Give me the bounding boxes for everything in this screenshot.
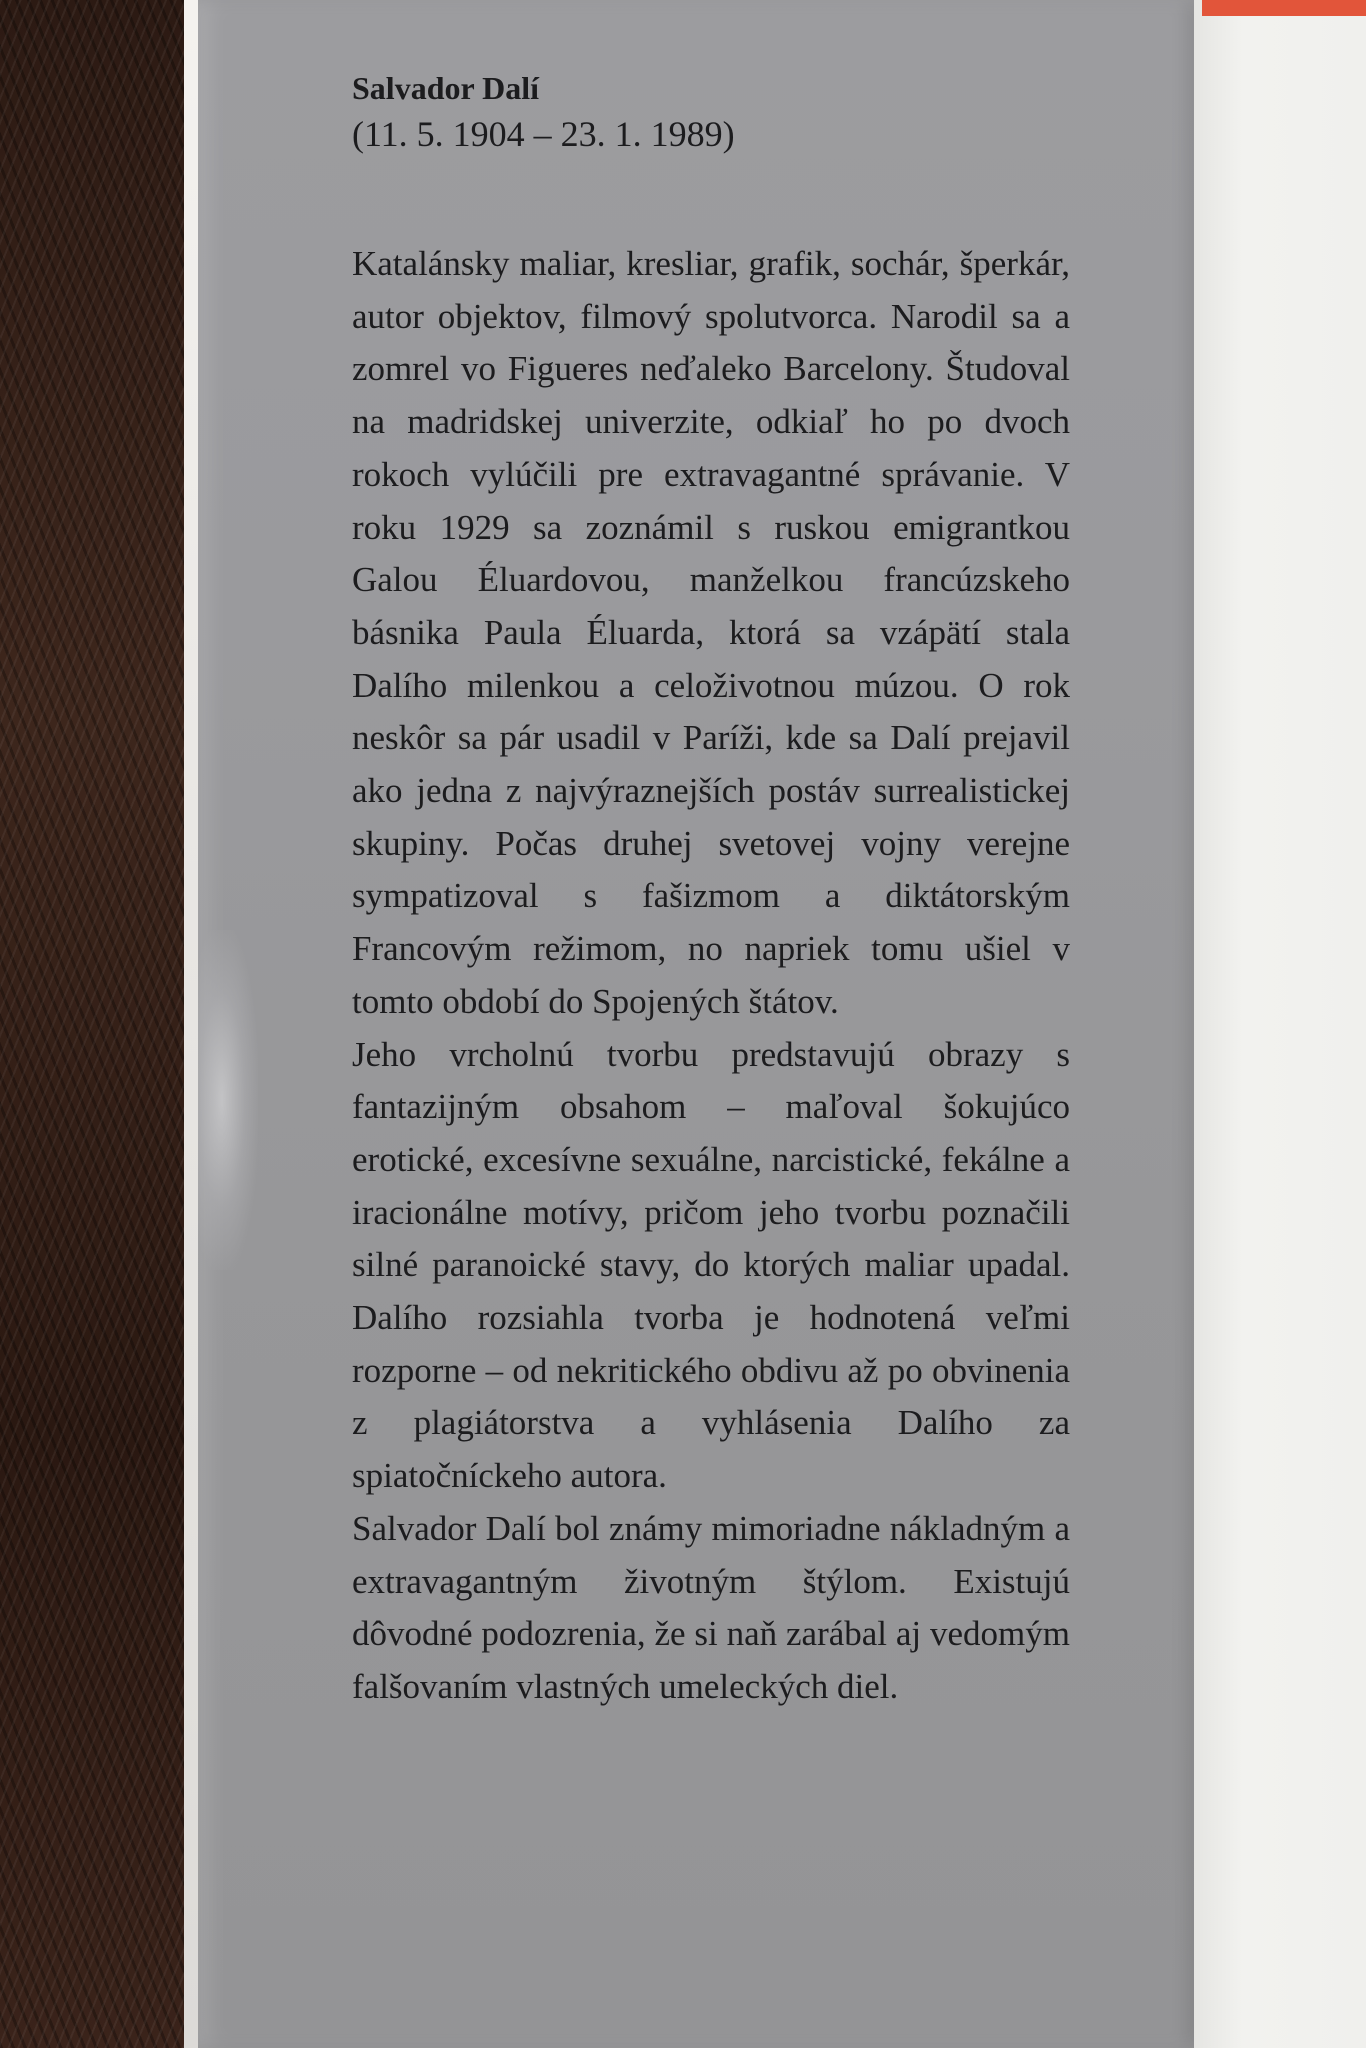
book-flap-panel	[198, 0, 1194, 2048]
adjacent-page	[1190, 0, 1366, 2048]
worn-edge-mark	[198, 930, 258, 1270]
author-name: Salvador Dalí	[352, 70, 539, 106]
biography-text	[352, 238, 1070, 1714]
orange-cover-edge	[1202, 0, 1366, 16]
author-bio-block	[352, 68, 1070, 1714]
bio-paragraph-2: Jeho vrcholnú tvorbu predstavujú obrazy s fantazijným obsahom – maľoval šokujúco erotické, excesívne sexuálne, narcistické, fekálne a iracionálne motívy, pričom jeho tvorbu poznačili silné paranoické stavy, do ktorých maliar upadal. Dalího rozsiahla tvorba je hodnotená veľmi rozporne – od nekritického obdivu až po obvinenia z plagiátorstva a vyhlásenia Dalího za spiatočníckeho autora.	[352, 1034, 1070, 1496]
bio-paragraph-3: Salvador Dalí bol známy mimoriadne nákladným a extravagantným životným štýlom. Existujú dôvodné podozrenia, že si naň zarábal aj vedomým falšovaním vlastných umeleckých diel.	[352, 1508, 1070, 1706]
bio-paragraph-1: Katalánsky maliar, kresliar, grafik, sochár, šperkár, autor objektov, filmový spolutvorca. Narodil sa a zomrel vo Figueres neďaleko Barcelony. Študoval na madridskej univerzite, odkiaľ ho po dvoch rokoch vylúčili pre extravagantné správanie. V roku 1929 sa zoznámil s ruskou emigrantkou Galou Éluardovou, manželkou francúzskeho básnika Paula Éluarda, ktorá sa vzápätí stala Dalího milenkou a celoživotnou múzou. O rok neskôr sa pár usadil v Paríži, kde sa Dalí prejavil ako jedna z najvýraznejších postáv surrealistickej skupiny. Počas druhej svetovej vojny verejne sympatizoval s fašizmom a diktátorským Francovým režimom, no napriek tomu ušiel v tomto období do Spojených štátov.	[352, 244, 1070, 1021]
author-dates: (11. 5. 1904 – 23. 1. 1989)	[352, 114, 735, 154]
